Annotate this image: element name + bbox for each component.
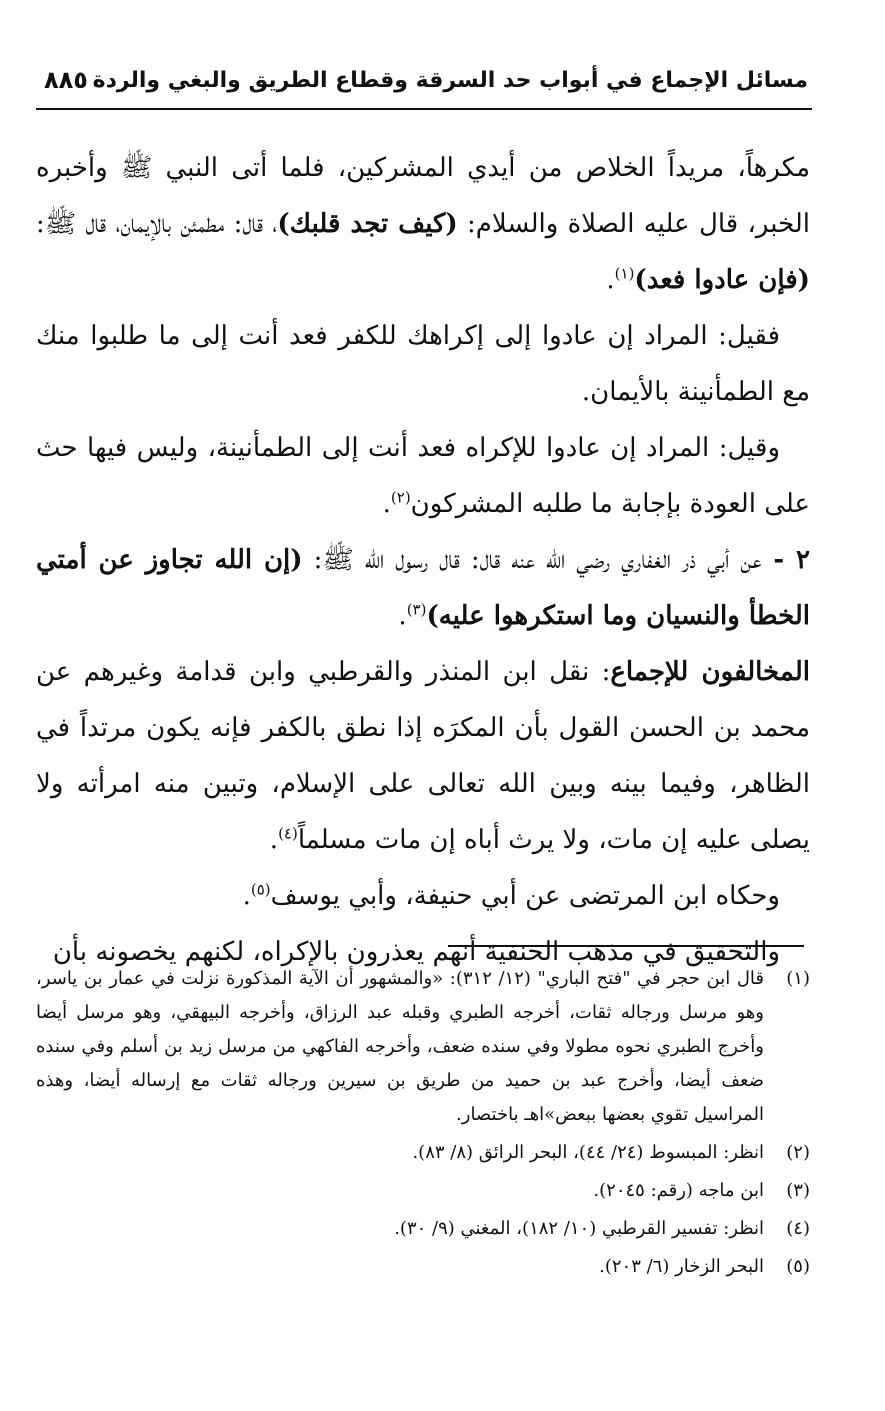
footnote-ref: (٤) xyxy=(278,824,298,843)
text: . xyxy=(269,825,279,855)
footnote-text: ابن ماجه (رقم: ٢٠٤٥). xyxy=(593,1180,764,1201)
footnote-ref: (٢) xyxy=(390,488,411,507)
footnote-text: قال ابن حجر في "فتح الباري" (١٢/ ٣١٢): «والمشهور أن الآية المذكورة نزلت في عمار بن ياسر، وهو مرسل ورجاله ثقات، أخرجه الطبري وقبله عبد الرزاق، وأخرجه البيهقي، وهو مرسل أيضا وأخرج الطبري نحوه مطولا وفي سنده ضعف، وأخرجه الفاكهي من مرسل زيد بن أسلم وفي سنده ضعف أيضا، وأخرج عبد بن حميد من طريق بن سيرين ورجاله ثقات مع إرساله أيضا، وهذه المراسيل تقوي بعضها ببعض»اهـ باختصار. xyxy=(36,968,764,1125)
footnote-number: (٥) xyxy=(786,1256,810,1277)
text: : نقل ابن المنذر والقرطبي وابن قدامة وغيرهم عن محمد بن الحسن القول بأن المكرَه إذا نطق بالكفر فإنه يكون مرتداً في الظاهر، وفيما بينه وبين الله تعالى على الإسلام، وتبين منه امرأته ولا يصلى عليه إن مات، ولا يرث أباه إن مات مسلماً xyxy=(36,657,810,855)
text: ، قال: مطمئن بالإيمان، قال ﷺ: xyxy=(36,209,278,239)
footnote-5 xyxy=(36,1250,810,1284)
hadith-quote: (فإن عادوا فعد) xyxy=(634,265,810,295)
paragraph-2 xyxy=(36,308,810,420)
paragraph-3 xyxy=(36,420,810,532)
text: وحكاه ابن المرتضى عن أبي حنيفة، وأبي يوسف xyxy=(270,881,780,911)
text: فقيل: المراد إن عادوا إلى إكراهك للكفر فعد أنت إلى ما طلبوا منك مع الطمأنينة بالأيمان. xyxy=(36,321,810,407)
paragraph-6 xyxy=(36,868,810,924)
paragraph-1 xyxy=(36,140,810,308)
hadith-quote: (إن الله تجاوز عن أمتي الخطأ والنسيان وما استكرهوا عليه) xyxy=(36,545,810,631)
running-header xyxy=(36,62,812,110)
section-label: المخالفون للإجماع xyxy=(610,657,810,687)
footnote-ref: (٣) xyxy=(406,600,427,619)
footnote-text: انظر: تفسير القرطبي (١٠/ ١٨٢)، المغني (٩/ ٣٠). xyxy=(394,1218,764,1239)
text: والتحقيق في مذهب الحنفية أنهم يعذرون بالإكراه، لكنهم يخصونه بأن xyxy=(52,937,780,967)
text: . xyxy=(606,265,615,295)
footnote-1 xyxy=(36,962,810,1132)
paragraph-4 xyxy=(36,532,810,644)
text: عن أبي ذر الغفاري رضي الله عنه قال: قال رسول الله ﷺ: xyxy=(302,545,762,575)
footnote-text: البحر الزخار (٦/ ٢٠٣). xyxy=(599,1256,764,1277)
main-text xyxy=(36,140,810,980)
item-number: ٢ - xyxy=(761,545,811,575)
footnote-number: (٢) xyxy=(786,1142,810,1163)
footnote-text: انظر: المبسوط (٢٤/ ٤٤)، البحر الرائق (٨/ ٨٣). xyxy=(412,1142,764,1163)
footnote-number: (٣) xyxy=(786,1180,810,1201)
page-number: ٨٨٥ xyxy=(44,66,88,94)
text: . xyxy=(398,601,407,631)
header-title: مسائل الإجماع في أبواب حد السرقة وقطاع الطريق والبغي والردة xyxy=(92,68,808,93)
footnote-ref: (٥) xyxy=(250,880,271,899)
footnote-4 xyxy=(36,1212,810,1246)
text: وقيل: المراد إن عادوا للإكراه فعد أنت إلى الطمأنينة، وليس فيها حث على العودة بإجابة ما طلبه المشركون xyxy=(36,433,810,519)
footnote-number: (١) xyxy=(786,968,810,989)
text: مكرهاً، مريداً الخلاص من أيدي المشركين، فلما أتى النبي ﷺ وأخبره الخبر، قال عليه الصلاة والسلام: xyxy=(36,153,811,239)
hadith-quote: (كيف تجد قلبك) xyxy=(277,209,458,239)
footnote-separator xyxy=(448,945,804,947)
footnote-2 xyxy=(36,1136,810,1170)
footnote-ref: (١) xyxy=(614,264,635,283)
paragraph-5 xyxy=(36,644,810,868)
footnote-3 xyxy=(36,1174,810,1208)
text: . xyxy=(242,881,251,911)
footnotes xyxy=(36,962,810,1288)
text: . xyxy=(382,489,391,519)
footnote-number: (٤) xyxy=(786,1218,810,1239)
